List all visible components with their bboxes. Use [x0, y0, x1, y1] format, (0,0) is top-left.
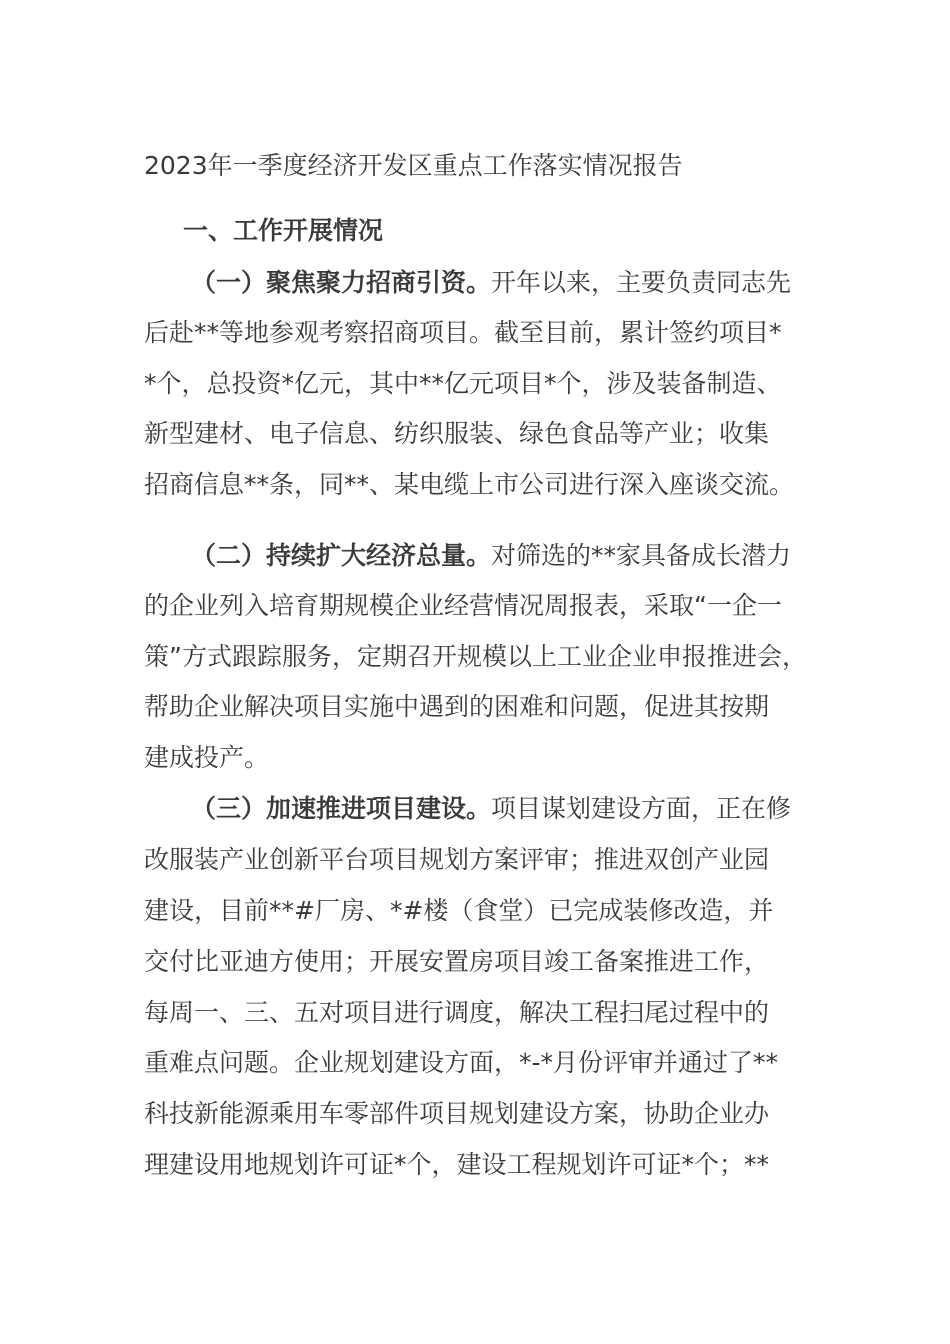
- paragraph-1-line: 新型建材、电子信息、纺织服装、绿色食品等产业；收集: [144, 419, 770, 448]
- paragraph-3-line: 每周一、三、五对项目进行调度，解决工程扫尾过程中的: [144, 998, 770, 1027]
- paragraph-1-first-line: [191, 265, 791, 301]
- paragraph-3-lead: （三）加速推进项目建设。: [191, 794, 492, 823]
- paragraph-2-line: 帮助企业解决项目实施中遇到的困难和问题，促进其按期: [144, 692, 770, 721]
- section-heading-1: 一、工作开展情况: [183, 216, 384, 245]
- paragraph-1-line: 后赴**等地参观考察招商项目。截至目前，累计签约项目*: [144, 318, 782, 347]
- paragraph-3-line: 交付比亚迪方使用；开展安置房项目竣工备案推进工作，: [144, 947, 770, 976]
- paragraph-3-line: 建设，目前**#厂房、*#楼（食堂）已完成装修改造，并: [144, 896, 774, 925]
- paragraph-2-line: 的企业列入培育期规模企业经营情况周报表，采取“一企一: [144, 591, 782, 620]
- paragraph-2-line: 建成投产。: [144, 743, 270, 772]
- document-title: 2023年一季度经济开发区重点工作落实情况报告: [144, 151, 683, 180]
- paragraph-1-lead: （一）聚焦聚力招商引资。: [191, 268, 492, 297]
- paragraph-1-text: 开年以来，主要负责同志先: [491, 268, 792, 297]
- paragraph-3-line: 理建设用地规划许可证*个，建设工程规划许可证*个；**: [144, 1150, 770, 1179]
- paragraph-3-line: 改服装产业创新平台项目规划方案评审；推进双创产业园: [144, 845, 770, 874]
- paragraph-2-line: 策”方式跟踪服务，定期召开规模以上工业企业申报推进会，: [144, 642, 807, 671]
- paragraph-1-line: *个，总投资*亿元，其中**亿元项目*个，涉及装备制造、: [144, 369, 782, 398]
- paragraph-2-first-line: [191, 538, 791, 574]
- paragraph-3-text: 项目谋划建设方面，正在修: [491, 794, 792, 823]
- paragraph-3-line: 科技新能源乘用车零部件项目规划建设方案，协助企业办: [144, 1099, 770, 1128]
- paragraph-3-first-line: [191, 791, 791, 827]
- paragraph-3-line: 重难点问题。企业规划建设方面，*-*月份评审并通过了**: [144, 1048, 779, 1077]
- paragraph-1-line: 招商信息**条，同**、某电缆上市公司进行深入座谈交流。: [144, 470, 795, 499]
- paragraph-2-text: 对筛选的**家具备成长潜力: [491, 541, 792, 570]
- paragraph-2-lead: （二）持续扩大经济总量。: [191, 541, 492, 570]
